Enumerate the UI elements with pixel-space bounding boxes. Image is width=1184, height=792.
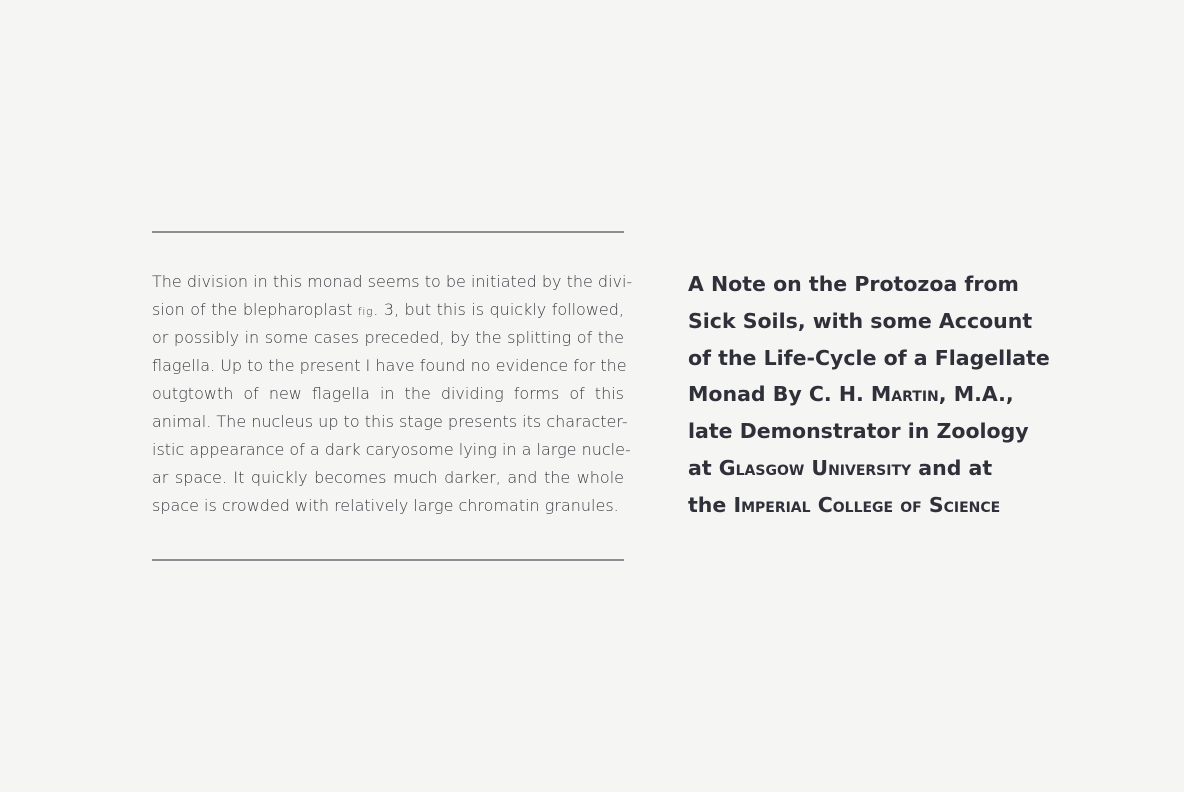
body-line: space is crowded with relatively large chromatin granules. [152, 496, 619, 515]
body-line: The division in this monad seems to be initiated by the divi- [152, 272, 633, 291]
title-line [688, 487, 1068, 524]
title-line: of the Life-Cycle of a Flagellate [688, 345, 1050, 370]
body-paragraph [152, 268, 633, 520]
figure-reference: fig [357, 305, 374, 318]
title-line: A Note on the Protozoa from [688, 272, 1019, 296]
institution-name: Imperial College of Science [733, 492, 1001, 517]
body-line [152, 296, 624, 324]
title-text: , M.A., [938, 382, 1014, 407]
body-line: ar space. It quickly becomes much darker, and the whole [152, 468, 624, 487]
institution-name: Glasgow University [718, 455, 912, 480]
article-title [688, 266, 1068, 524]
title-line: late Demonstrator in Zoology [688, 419, 1029, 444]
title-text: and at [911, 455, 993, 480]
body-line-text: sion of the blepharoplast [152, 300, 358, 319]
title-line [688, 450, 1068, 487]
body-line: outgtowth of new flagella in the dividing forms of this [152, 384, 624, 403]
body-line: or possibly in some cases preceded, by the splitting of the [152, 328, 624, 347]
author-surname: Martin [870, 382, 939, 407]
title-text: at [688, 455, 719, 480]
title-line [688, 376, 1068, 413]
body-line: flagella. Up to the present I have found no evidence for the [152, 356, 627, 375]
bottom-divider [152, 559, 624, 561]
title-text: the [688, 492, 734, 517]
top-divider [152, 231, 624, 233]
body-line: istic appearance of a dark caryosome lying in a large nucle- [152, 440, 631, 459]
body-line-text: . 3, but this is quickly followed, [373, 300, 625, 319]
title-text: Monad By C. H. [688, 382, 871, 407]
body-line: animal. The nucleus up to this stage presents its character- [152, 412, 628, 431]
title-line: Sick Soils, with some Account [688, 308, 1033, 333]
